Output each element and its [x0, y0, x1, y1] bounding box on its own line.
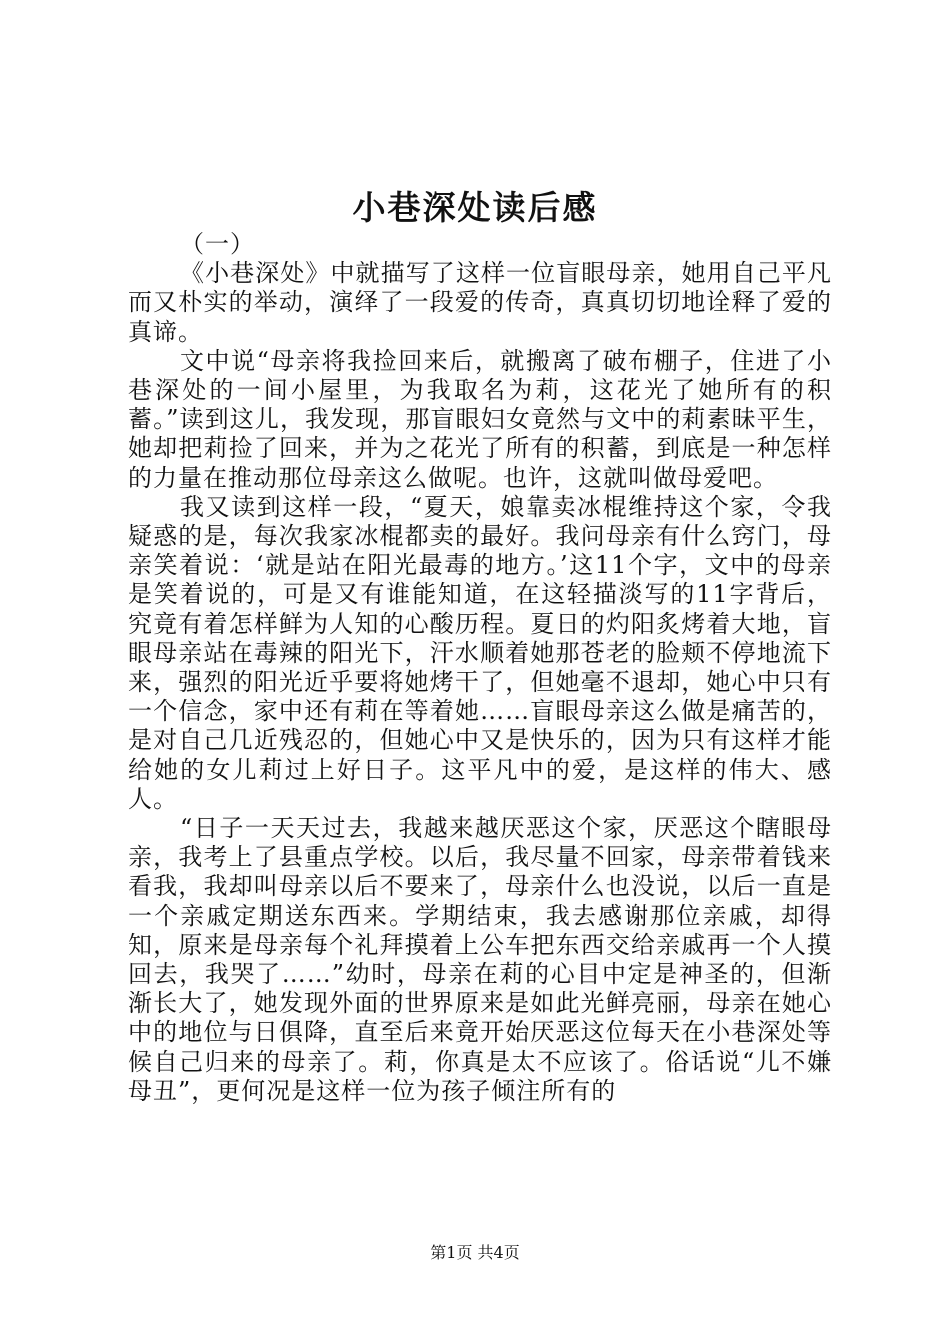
paragraph: 文中说“母亲将我捡回来后，就搬离了破布棚子，住进了小巷深处的一间小屋里，为我取名为莉，这花光了她所有的积蓄。”读到这儿，我发现，那盲眼妇女竟然与文中的莉素昧平生，她却把莉捡了回来，并为之花光了所有的积蓄，到底是一种怎样的力量在推动那位母亲这么做呢。也许，这就叫做母爱吧。	[128, 346, 832, 492]
paragraph: 《小巷深处》中就描写了这样一位盲眼母亲，她用自己平凡而又朴实的举动，演绎了一段爱的传奇，真真切切地诠释了爱的真谛。	[128, 259, 832, 346]
document-body	[128, 230, 832, 1106]
section-label: （一）	[180, 230, 255, 258]
paragraph: 我又读到这样一段，“夏天，娘靠卖冰棍维持这个家，令我疑惑的是，每次我家冰棍都卖的最好。我问母亲有什么窍门，母亲笑着说：‘就是站在阳光最毒的地方。’这11个字，文中的母亲是笑着说的，可是又有谁能知道，在这轻描淡写的11字背后，究竟有着怎样鲜为人知的心酸历程。夏日的灼阳炙烤着大地，盲眼母亲站在毒辣的阳光下，汗水顺着她那苍老的脸颊不停地流下来，强烈的阳光近乎要将她烤干了，但她毫不退却，她心中只有一个信念，家中还有莉在等着她……盲眼母亲这么做是痛苦的，是对自己几近残忍的，但她心中又是快乐的，因为只有这样才能给她的女儿莉过上好日子。这平凡中的爱，是这样的伟大、感人。	[128, 492, 832, 813]
document-title: 小巷深处读后感	[352, 188, 598, 227]
paragraph: “日子一天天过去，我越来越厌恶这个家，厌恶这个瞎眼母亲，我考上了县重点学校。以后，我尽量不回家，母亲带着钱来看我，我却叫母亲以后不要来了，母亲什么也没说，以后一直是一个亲戚定期送东西来。学期结束，我去感谢那位亲戚，却得知，原来是母亲每个礼拜摸着上公车把东西交给亲戚再一个人摸回去，我哭了……”幼时，母亲在莉的心目中定是神圣的，但渐渐长大了，她发现外面的世界原来是如此光鲜亮丽，母亲在她心中的地位与日俱降，直至后来竟开始厌恶这位每天在小巷深处等候自己归来的母亲了。莉，你真是太不应该了。俗话说“儿不嫌母丑”，更何况是这样一位为孩子倾注所有的	[128, 814, 832, 1105]
page-number-footer: 第1页 共4页	[430, 1243, 520, 1262]
